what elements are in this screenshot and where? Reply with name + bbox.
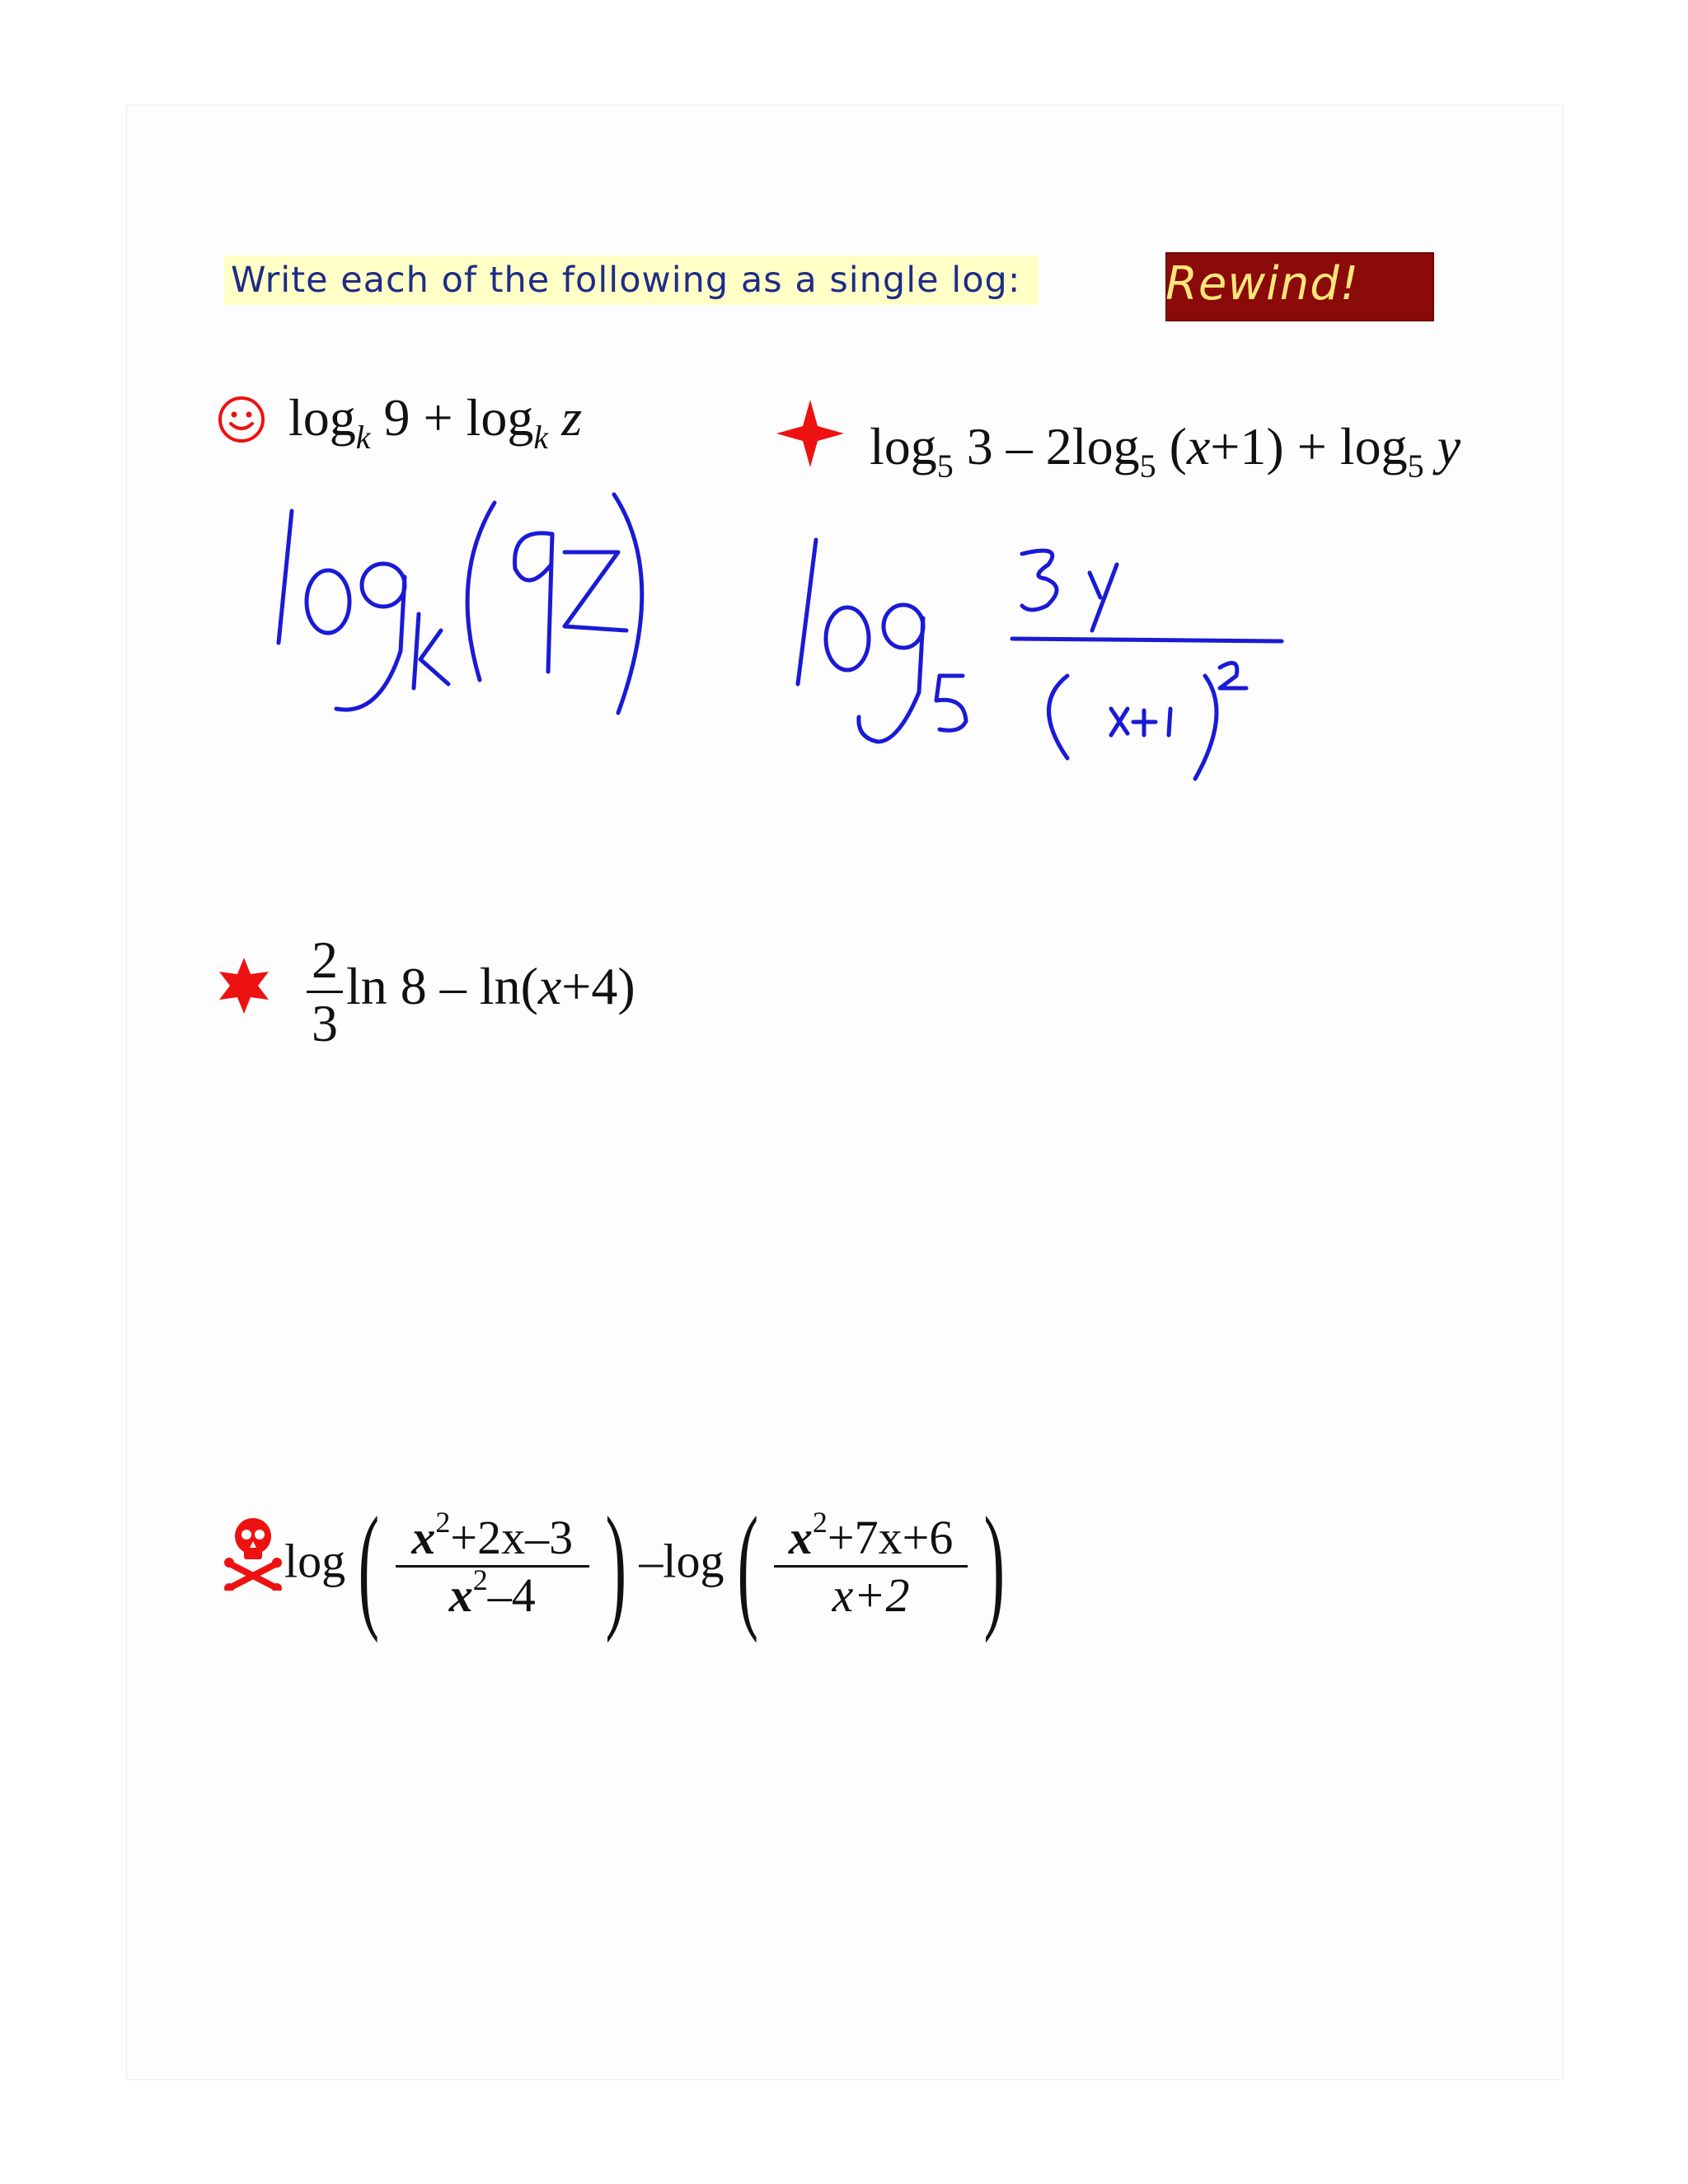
fraction: [396, 1505, 589, 1623]
operator: +: [423, 388, 453, 447]
log-base: k: [533, 419, 549, 456]
fraction-denominator: 3: [312, 994, 338, 1052]
fraction-numerator: 2: [307, 930, 343, 993]
log-text: log: [1339, 417, 1408, 476]
six-point-star-icon: [214, 956, 274, 1015]
log-base: 5: [1139, 448, 1156, 485]
operator: +: [561, 957, 592, 1016]
rewind-label: Rewind!: [1165, 257, 1360, 311]
log-base: k: [355, 419, 371, 456]
ln-text: ln: [479, 957, 521, 1016]
variable: x: [1186, 417, 1211, 476]
problem-4-expression: log( $\frac{x^2+2x-3}{x^2-4}$ ) –log( $\frac{x^2+7x+6}{x+2}$ ): [284, 1488, 1006, 1643]
variable: y: [1437, 417, 1461, 476]
operator: –: [1006, 417, 1033, 476]
log-base: 5: [936, 448, 954, 485]
instruction-banner: Write each of the following as a single log:: [224, 255, 1039, 305]
handwritten-answer-2: [783, 527, 1294, 791]
problem-2-expression: $\log_5 3 - 2\log_5$ $(x+1) + \log_5 y$: [870, 417, 1461, 485]
fraction-denominator: $x^2-4$: [448, 1563, 536, 1622]
operator: –: [639, 1534, 663, 1588]
fraction: [774, 1505, 968, 1623]
log-text: log: [284, 1534, 346, 1588]
fraction-numerator: $x^2+2x-3$: [396, 1510, 589, 1568]
log-text: log: [663, 1534, 724, 1588]
variable: x: [537, 957, 562, 1016]
log-argument: 3: [966, 417, 993, 476]
fraction-denominator: x+2: [832, 1568, 910, 1622]
log-text: log: [1071, 417, 1140, 476]
smiley-icon: [216, 394, 267, 445]
constant: 1: [1240, 417, 1267, 476]
fraction-numerator: $x^2+7x+6$: [774, 1510, 968, 1568]
problem-3-expression: $\frac{2}{3}$ ln 8 – ln(x+4): [303, 930, 635, 1054]
operator: +: [1210, 417, 1240, 476]
log-text: log: [870, 417, 937, 476]
fraction: [307, 930, 343, 1054]
log-text: log: [288, 388, 356, 447]
skull-crossbones-icon: [224, 1516, 282, 1591]
problem-1-expression: [288, 387, 583, 456]
constant: 4: [591, 957, 618, 1016]
ln-argument: 8: [400, 957, 427, 1016]
four-point-star-icon: [775, 398, 846, 469]
rewind-button[interactable]: [1165, 252, 1434, 321]
log-base: 5: [1407, 448, 1424, 485]
operator: +: [1296, 417, 1327, 476]
handwritten-answer-1: [264, 486, 676, 725]
ln-text: ln: [346, 957, 387, 1016]
operator: –: [439, 957, 467, 1016]
coefficient: 2: [1045, 417, 1072, 476]
log-argument: z: [561, 388, 583, 447]
log-argument: 9: [383, 388, 410, 447]
log-text: log: [466, 388, 534, 447]
